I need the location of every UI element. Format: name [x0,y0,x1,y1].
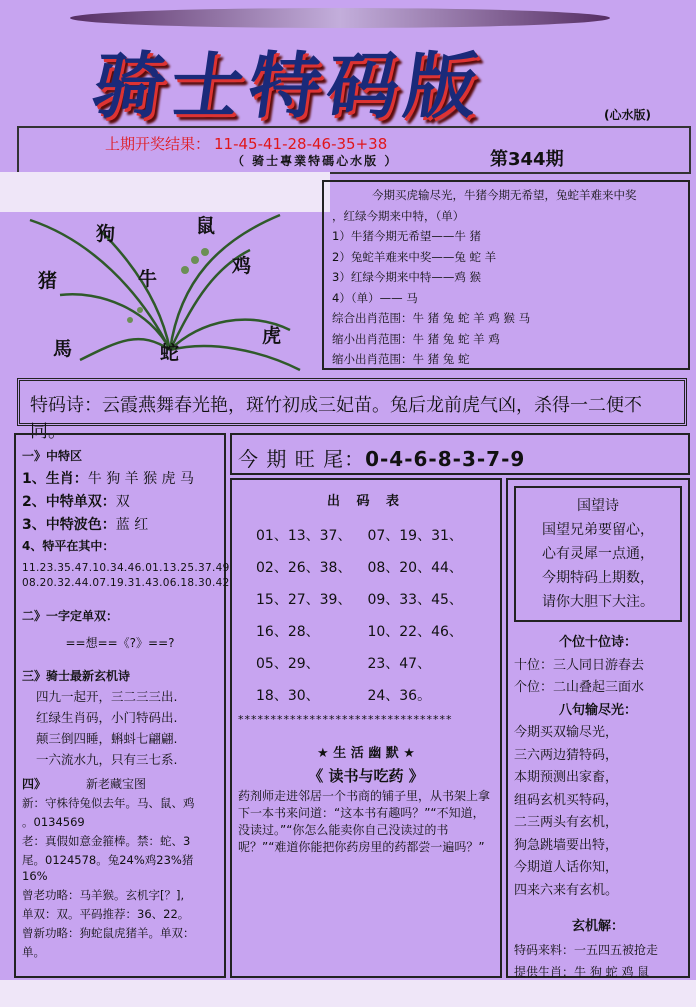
eight-line: 本期预测出家畜， [514,770,619,785]
humor-title: ★ 生 活 幽 默 ★ [317,746,415,761]
treasure-line: 单双：双。平码推荐：36、22。 [22,907,190,921]
prediction-line: 3）红绿今期来中特——鸡 猴 [332,270,481,284]
table-cell: 05、29、 [256,656,320,672]
wave-value: 蓝 红 [115,517,149,533]
flat-label [22,537,218,554]
table-cell: 01、13、37、 [256,528,352,544]
zodiac-tiger: 虎 [262,325,282,347]
zodiac-pig: 猪 [38,270,58,292]
treasure-line: 曾新功略：狗蛇鼠虎猪羊。单双： [22,926,195,940]
zodiac-value: 牛 狗 羊 猴 虎 马 [87,471,195,487]
flat-numbers-2: 08.20.32.44.07.19.31.43.06.18.30.42 [22,577,230,589]
lucky-tail-label: 今 期 旺 尾： [238,447,366,471]
subtitle: （ 骑士專業特碼心水版 ） [232,154,399,168]
table-row [250,679,473,711]
oddeven-value: 双 [115,494,130,510]
zodiac-rooster: 鸡 [232,255,252,277]
issue-number: 第344期 [490,149,564,170]
last-result-label: 上期开奖结果： [105,135,211,153]
section-3-title: 三》骑士最新玄机诗 [22,669,131,683]
table-cell: 23、47、 [367,656,432,672]
prediction-line: 综合出肖范围：牛 猪 兔 蛇 羊 鸡 猴 马 [332,311,531,325]
eight-line: 今期买双输尽光， [514,725,619,740]
table-row [250,519,473,551]
guowang-line: 国望兄弟要留心， [542,522,654,538]
story-text: 药剂师走进邻居一个书商的铺子里，从书架上拿下一本书来问道：“这本书有趣吗？”“不知道，没读过。”“你怎么能卖你自己没读过的书呢？”“难道你能把你药房里的药都尝一遍吗？” [238,789,491,854]
prediction-line: 4）（单）—— 马 [332,290,418,305]
eight-lines-title: 八句输尽光： [558,702,637,718]
table-cell: 15、27、39、 [256,592,352,608]
treasure-line: 新：守株待兔似去年。马、鼠、鸡 [22,796,195,810]
section-4-label: 四》 [22,777,47,791]
oddeven-label: 2、中特单双： [22,494,116,510]
eight-line: 组码玄机买特码， [514,792,619,808]
prediction-line: 1）牛猪今期无希望——牛 猪 [332,229,481,243]
guowang-line: 心有灵犀一点通， [542,546,654,562]
oddeven-row [22,491,218,511]
zodiac-dog: 狗 [96,223,116,245]
table-cell: 07、19、31、 [367,528,463,544]
xj-line: 特码来料：一五四五被抢走 [514,942,659,957]
prediction-line: 2）兔蛇羊难来中奖——兔 蛇 羊 [332,249,497,264]
eight-line: 今期道人话你知， [514,860,619,875]
last-result [105,133,387,154]
edition-tag: (心水版) [604,108,651,122]
section-1-title: 一》中特区 [22,449,83,463]
zodiac-snake: 蛇 [160,342,180,364]
mystery-poem-line: 颠三倒四睡，蝌蚪七翩翩. [36,731,178,746]
digits-line: 十位：三人同日游春去 [514,657,645,673]
eight-line: 四来六来有玄机。 [514,882,619,898]
xj-title: 玄机解： [571,919,624,934]
table-row [250,583,473,615]
mystery-poem-line: 四九一起开，三二三三出. [36,689,178,704]
xj-line: 提供生肖：牛 狗 蛇 鸡 鼠 [514,965,650,979]
section-4-header [22,775,218,792]
table-row [250,647,473,679]
section-2-value: ==想==《?》==? [65,636,175,650]
prediction-line: 缩小出肖范围：牛 猪 兔 蛇 羊 鸡 [332,331,500,346]
prediction-line: 今期买虎输尽光，牛猪今期无希望，兔蛇羊难来中奖 [372,188,637,202]
prediction-box [322,180,690,370]
section-2-title: 二》一字定单双： [22,609,119,623]
treasure-line: 。0134569 [22,815,85,829]
table-cell: 09、33、45、 [367,592,463,608]
treasure-line: 单。 [22,945,45,959]
guowang-title: 国望诗 [577,498,619,514]
star-divider: ********************************* [238,713,453,726]
story-title: 《 读书与吃药 》 [308,767,424,785]
lucky-tail-box [230,433,690,475]
digits-title: 个位十位诗： [558,635,637,650]
flat-label-text: 4、特平在其中： [22,539,115,553]
zodiac-rat: 鼠 [196,215,216,237]
table-cell: 02、26、38、 [256,560,352,576]
lucky-tail-value: 0-4-6-8-3-7-9 [365,447,526,471]
zodiac-row [22,468,218,488]
treasure-line: 尾。0124578。兔24%鸡23%猪16% [22,853,194,883]
eight-line: 二三两头有玄机， [514,815,619,830]
table-cell: 08、20、44、 [367,560,463,576]
table-row [250,551,473,583]
zodiac-horse: 馬 [53,338,73,360]
eight-line: 三六两边猜特码， [514,747,619,763]
table-cell: 16、28、 [256,624,320,640]
numbers-table-title: 出 码 表 [326,494,406,509]
table-cell: 24、36。 [367,688,432,704]
section-4-title: 新老藏宝图 [86,777,147,791]
numbers-table [250,519,473,711]
treasure-line: 曾老功略：马羊猴。玄机字[？], [22,888,185,902]
prediction-line: ，红绿今期来中特，（单） [332,208,465,223]
zodiac-label: 1、生肖： [22,471,88,487]
mystery-poem-line: 红绿生肖码，小门特码出. [36,710,178,725]
flat-numbers-1: 11.23.35.47.10.34.46.01.13.25.37.49 [22,562,230,574]
table-row [250,615,473,647]
mystery-poem-line: 一六流水九，只有三七系. [36,752,178,767]
treasure-line: 老：真假如意金箍棒。禁：蛇、3 [22,834,191,848]
wave-label: 3、中特波色： [22,517,116,533]
last-result-numbers: 11-45-41-28-46-35+38 [214,135,388,153]
prediction-line: 缩小出肖范围：牛 猪 兔 蛇 [332,352,470,366]
zodiac-ox: 牛 [138,268,158,290]
guowang-poem-box [514,486,682,622]
wave-row [22,514,218,534]
special-code-poem: 特码诗：云霞燕舞春光艳，斑竹初成三妃苗。兔后龙前虎气凶，杀得一二便不同。 [17,378,687,426]
page-title: 骑士特码版 [87,43,490,128]
left-column [14,433,230,978]
right-column [506,478,690,978]
digits-section [508,632,688,984]
eight-line: 狗急跳墙要出特， [514,837,619,853]
guowang-line: 今期特码上期数， [542,570,654,586]
table-cell: 10、22、46、 [367,624,463,640]
guowang-line: 请你大胆下大注。 [542,594,654,610]
title-banner-stroke [70,8,610,28]
middle-column [230,478,502,978]
digits-line: 个位：二山叠起三面水 [514,680,645,695]
bottom-strip [0,980,696,1007]
table-cell: 18、30、 [256,688,320,704]
